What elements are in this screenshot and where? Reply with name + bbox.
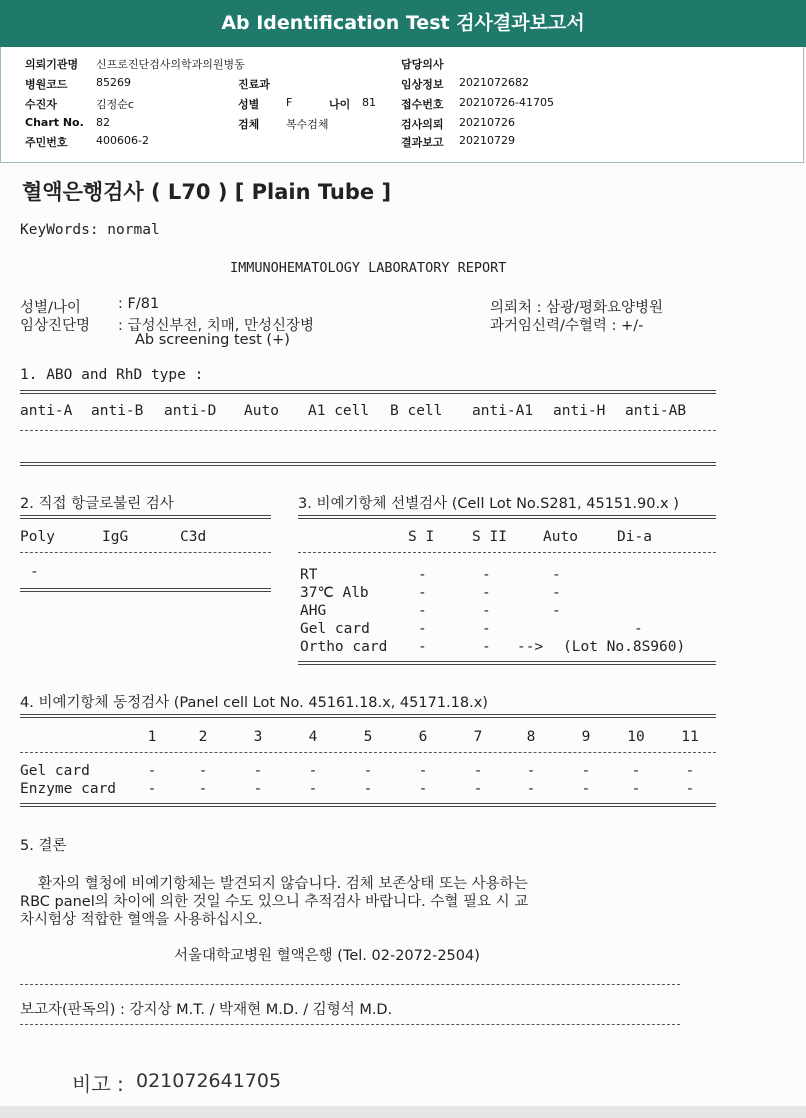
double-rule: [20, 714, 716, 718]
sex-value: F: [286, 96, 293, 109]
chart-value: 82: [96, 116, 110, 129]
panel-cell: -: [631, 781, 641, 797]
clinical-label: 임상정보: [401, 78, 444, 91]
hospital-value: 신프로진단검사의학과의원병동: [96, 58, 245, 71]
section1-title: 1. ABO and RhD type :: [20, 367, 204, 383]
abo-col-header: anti-H: [553, 403, 606, 419]
screen-row-label: RT: [300, 567, 318, 583]
code-value: 85269: [96, 76, 131, 89]
panel-col-header: 2: [198, 729, 208, 745]
specimen-value: 복수검체: [286, 118, 329, 131]
request-label: 검사의뢰: [401, 118, 444, 131]
single-rule: [298, 552, 716, 553]
abo-col-header: B cell: [390, 403, 443, 419]
panel-cell: -: [685, 781, 695, 797]
single-rule: [20, 1024, 680, 1025]
panel-cell: -: [198, 781, 208, 797]
double-rule: [298, 661, 716, 665]
panel-cell: -: [308, 763, 318, 779]
blood-bank-contact: 서울대학교병원 혈액은행 (Tel. 02-2072-2504): [174, 948, 480, 964]
remark-value: 021072641705: [136, 1070, 282, 1092]
abo-col-header: anti-D: [164, 403, 217, 419]
conclusion-line-2: RBC panel의 차이에 의한 것일 수도 있으니 추적검사 바랍니다. 수혈 필요 시 교: [20, 894, 529, 910]
patient-value: 김정순c: [96, 98, 134, 111]
report-header-title: Ab Identification Test 검사결과보고서: [221, 12, 585, 34]
screen-row-label: AHG: [300, 603, 327, 619]
screen-cell: -: [552, 603, 561, 619]
screen-cell: -->: [517, 639, 544, 655]
sex-age-label: 성별/나이: [20, 300, 81, 316]
screen-cell: -: [418, 621, 427, 637]
panel-col-header: 7: [473, 729, 483, 745]
lab-report-title: IMMUNOHEMATOLOGY LABORATORY REPORT: [230, 260, 507, 276]
receipt-value: 20210726-41705: [459, 96, 554, 109]
single-rule: [20, 984, 680, 985]
conclusion-line-3: 차시험상 적합한 혈액을 사용하십시오.: [20, 912, 263, 928]
screen-row-label: Ortho card: [300, 639, 388, 655]
double-rule: [20, 462, 716, 466]
single-rule: [20, 552, 271, 553]
abo-col-header: anti-AB: [625, 403, 687, 419]
panel-cell: -: [631, 763, 641, 779]
panel-col-header: 6: [418, 729, 428, 745]
dat-value: -: [30, 564, 39, 580]
report-date-label: 결과보고: [401, 136, 444, 149]
patient-info-panel: [0, 47, 804, 163]
panel-cell: -: [418, 781, 428, 797]
screen-col-header: S II: [472, 529, 507, 545]
screen-cell: -: [482, 639, 491, 655]
panel-cell: -: [526, 763, 536, 779]
panel-col-header: 8: [526, 729, 536, 745]
patient-label: 수진자: [25, 98, 57, 111]
ortho-lot: (Lot No.8S960): [563, 639, 686, 655]
id-value: 400606-2: [96, 134, 149, 147]
section2-title: 2. 직접 항글로불린 검사: [20, 496, 174, 512]
panel-row-label: Gel card: [20, 763, 90, 779]
screen-cell: -: [418, 603, 427, 619]
panel-cell: -: [581, 781, 591, 797]
requester: 의뢰처 : 삼광/평화요양병원: [490, 300, 664, 316]
screen-cell: -: [552, 585, 561, 601]
panel-cell: -: [363, 763, 373, 779]
receipt-label: 접수번호: [401, 98, 444, 111]
section5-title: 5. 결론: [20, 838, 67, 854]
panel-col-header: 3: [253, 729, 263, 745]
hospital-label: 의뢰기관명: [25, 58, 79, 71]
clinical-value: 2021072682: [459, 76, 529, 89]
panel-cell: -: [253, 781, 263, 797]
panel-col-header: 9: [581, 729, 591, 745]
abo-col-header: anti-A: [20, 403, 73, 419]
screen-cell: -: [482, 621, 491, 637]
reporter-line: 보고자(판독의) : 강지상 M.T. / 박재현 M.D. / 김형석 M.D.: [20, 1002, 393, 1018]
conclusion-line-1: 환자의 혈청에 비예기항체는 발견되지 않습니다. 검체 보존상태 또는 사용하는: [38, 876, 528, 892]
panel-row-label: Enzyme card: [20, 781, 117, 797]
age-label: 나이: [329, 98, 351, 111]
screen-row-label: 37℃ Alb: [300, 585, 369, 601]
id-label: 주민번호: [25, 136, 68, 149]
bottom-strip: [0, 1106, 806, 1118]
diagnosis-value: : 급성신부전, 치매, 만성신장병: [118, 318, 315, 334]
screen-col-header: Di-a: [617, 529, 652, 545]
screen-cell: -: [482, 585, 491, 601]
panel-cell: -: [581, 763, 591, 779]
diagnosis-label: 임상진단명: [20, 318, 91, 334]
report-date-value: 20210729: [459, 134, 515, 147]
panel-col-header: 5: [363, 729, 373, 745]
code-label: 병원코드: [25, 78, 68, 91]
dat-col-header: Poly: [20, 529, 55, 545]
section4-title: 4. 비예기항체 동정검사 (Panel cell Lot No. 45161.18.x, 45171.18.x): [20, 695, 488, 711]
request-value: 20210726: [459, 116, 515, 129]
panel-col-header: 1: [147, 729, 157, 745]
dat-col-header: IgG: [102, 529, 129, 545]
panel-col-header: 11: [681, 729, 699, 745]
doctor-label: 담당의사: [401, 58, 444, 71]
dat-col-header: C3d: [180, 529, 207, 545]
transfusion-history: 과거임신력/수혈력 : +/-: [490, 318, 644, 334]
screen-cell: -: [634, 621, 643, 637]
panel-cell: -: [198, 763, 208, 779]
panel-cell: -: [147, 781, 157, 797]
keywords: KeyWords: normal: [20, 222, 160, 238]
double-rule: [20, 515, 271, 519]
abo-col-header: Auto: [244, 403, 279, 419]
sex-age-value: : F/81: [118, 296, 160, 312]
panel-cell: -: [473, 781, 483, 797]
sex-label: 성별: [238, 98, 260, 111]
double-rule: [20, 390, 716, 394]
specimen-label: 검체: [238, 118, 260, 131]
double-rule: [20, 588, 271, 592]
report-header: [0, 0, 806, 47]
panel-cell: -: [473, 763, 483, 779]
screen-cell: -: [418, 567, 427, 583]
panel-col-header: 10: [627, 729, 645, 745]
abo-col-header: A1 cell: [308, 403, 370, 419]
single-rule: [20, 430, 716, 431]
screen-cell: -: [418, 639, 427, 655]
panel-col-header: 4: [308, 729, 318, 745]
screen-cell: -: [482, 567, 491, 583]
section3-title: 3. 비예기항체 선별검사 (Cell Lot No.S281, 45151.90.x ): [298, 496, 679, 512]
abo-col-header: anti-B: [91, 403, 144, 419]
double-rule: [298, 515, 716, 519]
screen-cell: -: [482, 603, 491, 619]
panel-cell: -: [418, 763, 428, 779]
screen-col-header: S I: [408, 529, 435, 545]
screen-cell: -: [418, 585, 427, 601]
chart-label: Chart No.: [25, 116, 84, 129]
dept-label: 진료과: [238, 78, 270, 91]
panel-cell: -: [308, 781, 318, 797]
panel-cell: -: [526, 781, 536, 797]
panel-cell: -: [147, 763, 157, 779]
diagnosis-value-2: Ab screening test (+): [135, 332, 290, 348]
screen-cell: -: [552, 567, 561, 583]
screen-col-header: Auto: [543, 529, 578, 545]
panel-cell: -: [363, 781, 373, 797]
panel-cell: -: [685, 763, 695, 779]
screen-row-label: Gel card: [300, 621, 370, 637]
single-rule: [20, 752, 716, 753]
remark-label: 비고 :: [72, 1072, 124, 1096]
abo-col-header: anti-A1: [472, 403, 534, 419]
double-rule: [20, 803, 716, 807]
report-title: 혈액은행검사 ( L70 ) [ Plain Tube ]: [22, 180, 392, 204]
age-value: 81: [362, 96, 376, 109]
panel-cell: -: [253, 763, 263, 779]
